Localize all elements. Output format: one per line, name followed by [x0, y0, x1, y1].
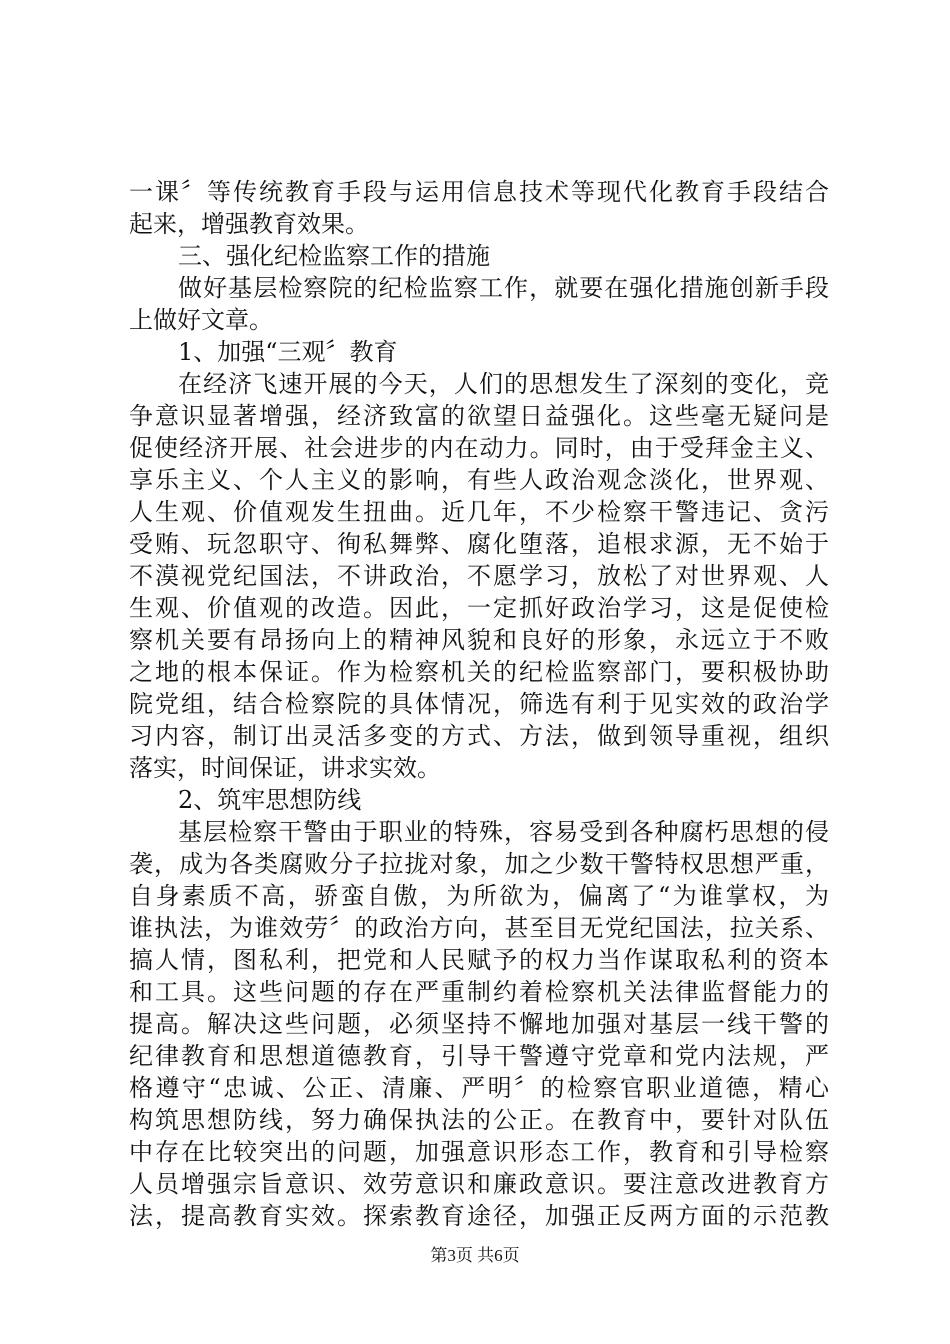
text-line: 纪律教育和思想道德教育，引导干警遵守党章和党内法规，严 — [129, 1042, 829, 1070]
text-line: 争意识显著增强，经济致富的欲望日益强化。这些毫无疑问是 — [129, 402, 829, 430]
paragraph-first-line: 做好基层检察院的纪检监察工作，就要在强化措施创新手段 — [178, 274, 829, 302]
text-line: 中存在比较突出的问题，加强意识形态工作，教育和引导检察 — [129, 1138, 829, 1166]
paragraph-first-line: 在经济飞速开展的今天，人们的思想发生了深刻的变化，竞 — [178, 370, 829, 398]
subsection-heading: 2、筑牢思想防线 — [178, 786, 362, 814]
text-line: 生观、价值观的改造。因此，一定抓好政治学习，这是促使检 — [129, 594, 829, 622]
text-line: 促使经济开展、社会进步的内在动力。同时，由于受拜金主义、 — [129, 434, 829, 462]
text-line: 受贿、玩忽职守、徇私舞弊、腐化堕落，追根求源，无不始于 — [129, 530, 829, 558]
text-line: 构筑思想防线，努力确保执法的公正。在教育中，要针对队伍 — [129, 1106, 829, 1134]
text-line: 落实，时间保证，讲求实效。 — [129, 754, 441, 782]
paragraph-first-line: 基层检察干警由于职业的特殊，容易受到各种腐朽思想的侵 — [178, 818, 829, 846]
text-line: 袭，成为各类腐败分子拉拢对象，加之少数干警特权思想严重， — [129, 850, 829, 878]
text-line: 习内容，制订出灵活多变的方式、方法，做到领导重视，组织 — [129, 722, 829, 750]
page-number: 第3页 共6页 — [430, 1246, 520, 1265]
text-line: 提高。解决这些问题，必须坚持不懈地加强对基层一线干警的 — [129, 1010, 829, 1038]
text-line: 一课〞等传统教育手段与运用信息技术等现代化教育手段结合 — [129, 178, 829, 206]
section-heading: 三、强化纪检监察工作的措施 — [178, 242, 490, 270]
text-line: 上做好文章。 — [129, 306, 273, 334]
text-line: 格遵守“忠诚、公正、清廉、严明〞的检察官职业道德，精心 — [129, 1074, 829, 1102]
text-line: 起来，增强教育效果。 — [129, 210, 369, 238]
text-line: 察机关要有昂扬向上的精神风貌和良好的形象，永远立于不败 — [129, 626, 829, 654]
text-line: 享乐主义、个人主义的影响，有些人政治观念淡化，世界观、 — [129, 466, 829, 494]
text-line: 人生观、价值观发生扭曲。近几年，不少检察干警违记、贪污 — [129, 498, 829, 526]
subsection-heading: 1、加强“三观〞教育 — [178, 338, 398, 366]
text-line: 不漠视党纪国法，不讲政治，不愿学习，放松了对世界观、人 — [129, 562, 829, 590]
text-line: 搞人情，图私利，把党和人民赋予的权力当作谋取私利的资本 — [129, 946, 829, 974]
text-line: 自身素质不高，骄蛮自傲，为所欲为，偏离了“为谁掌权，为 — [129, 882, 829, 910]
text-line: 之地的根本保证。作为检察机关的纪检监察部门，要积极协助 — [129, 658, 829, 686]
text-line: 院党组，结合检察院的具体情况，筛选有利于见实效的政治学 — [129, 690, 829, 718]
text-line: 人员增强宗旨意识、效劳意识和廉政意识。要注意改进教育方 — [129, 1170, 829, 1198]
text-line: 和工具。这些问题的存在严重制约着检察机关法律监督能力的 — [129, 978, 829, 1006]
text-line: 法，提高教育实效。探索教育途径，加强正反两方面的示范教 — [129, 1202, 829, 1230]
text-line: 谁执法，为谁效劳〞的政治方向，甚至目无党纪国法，拉关系、 — [129, 914, 829, 942]
